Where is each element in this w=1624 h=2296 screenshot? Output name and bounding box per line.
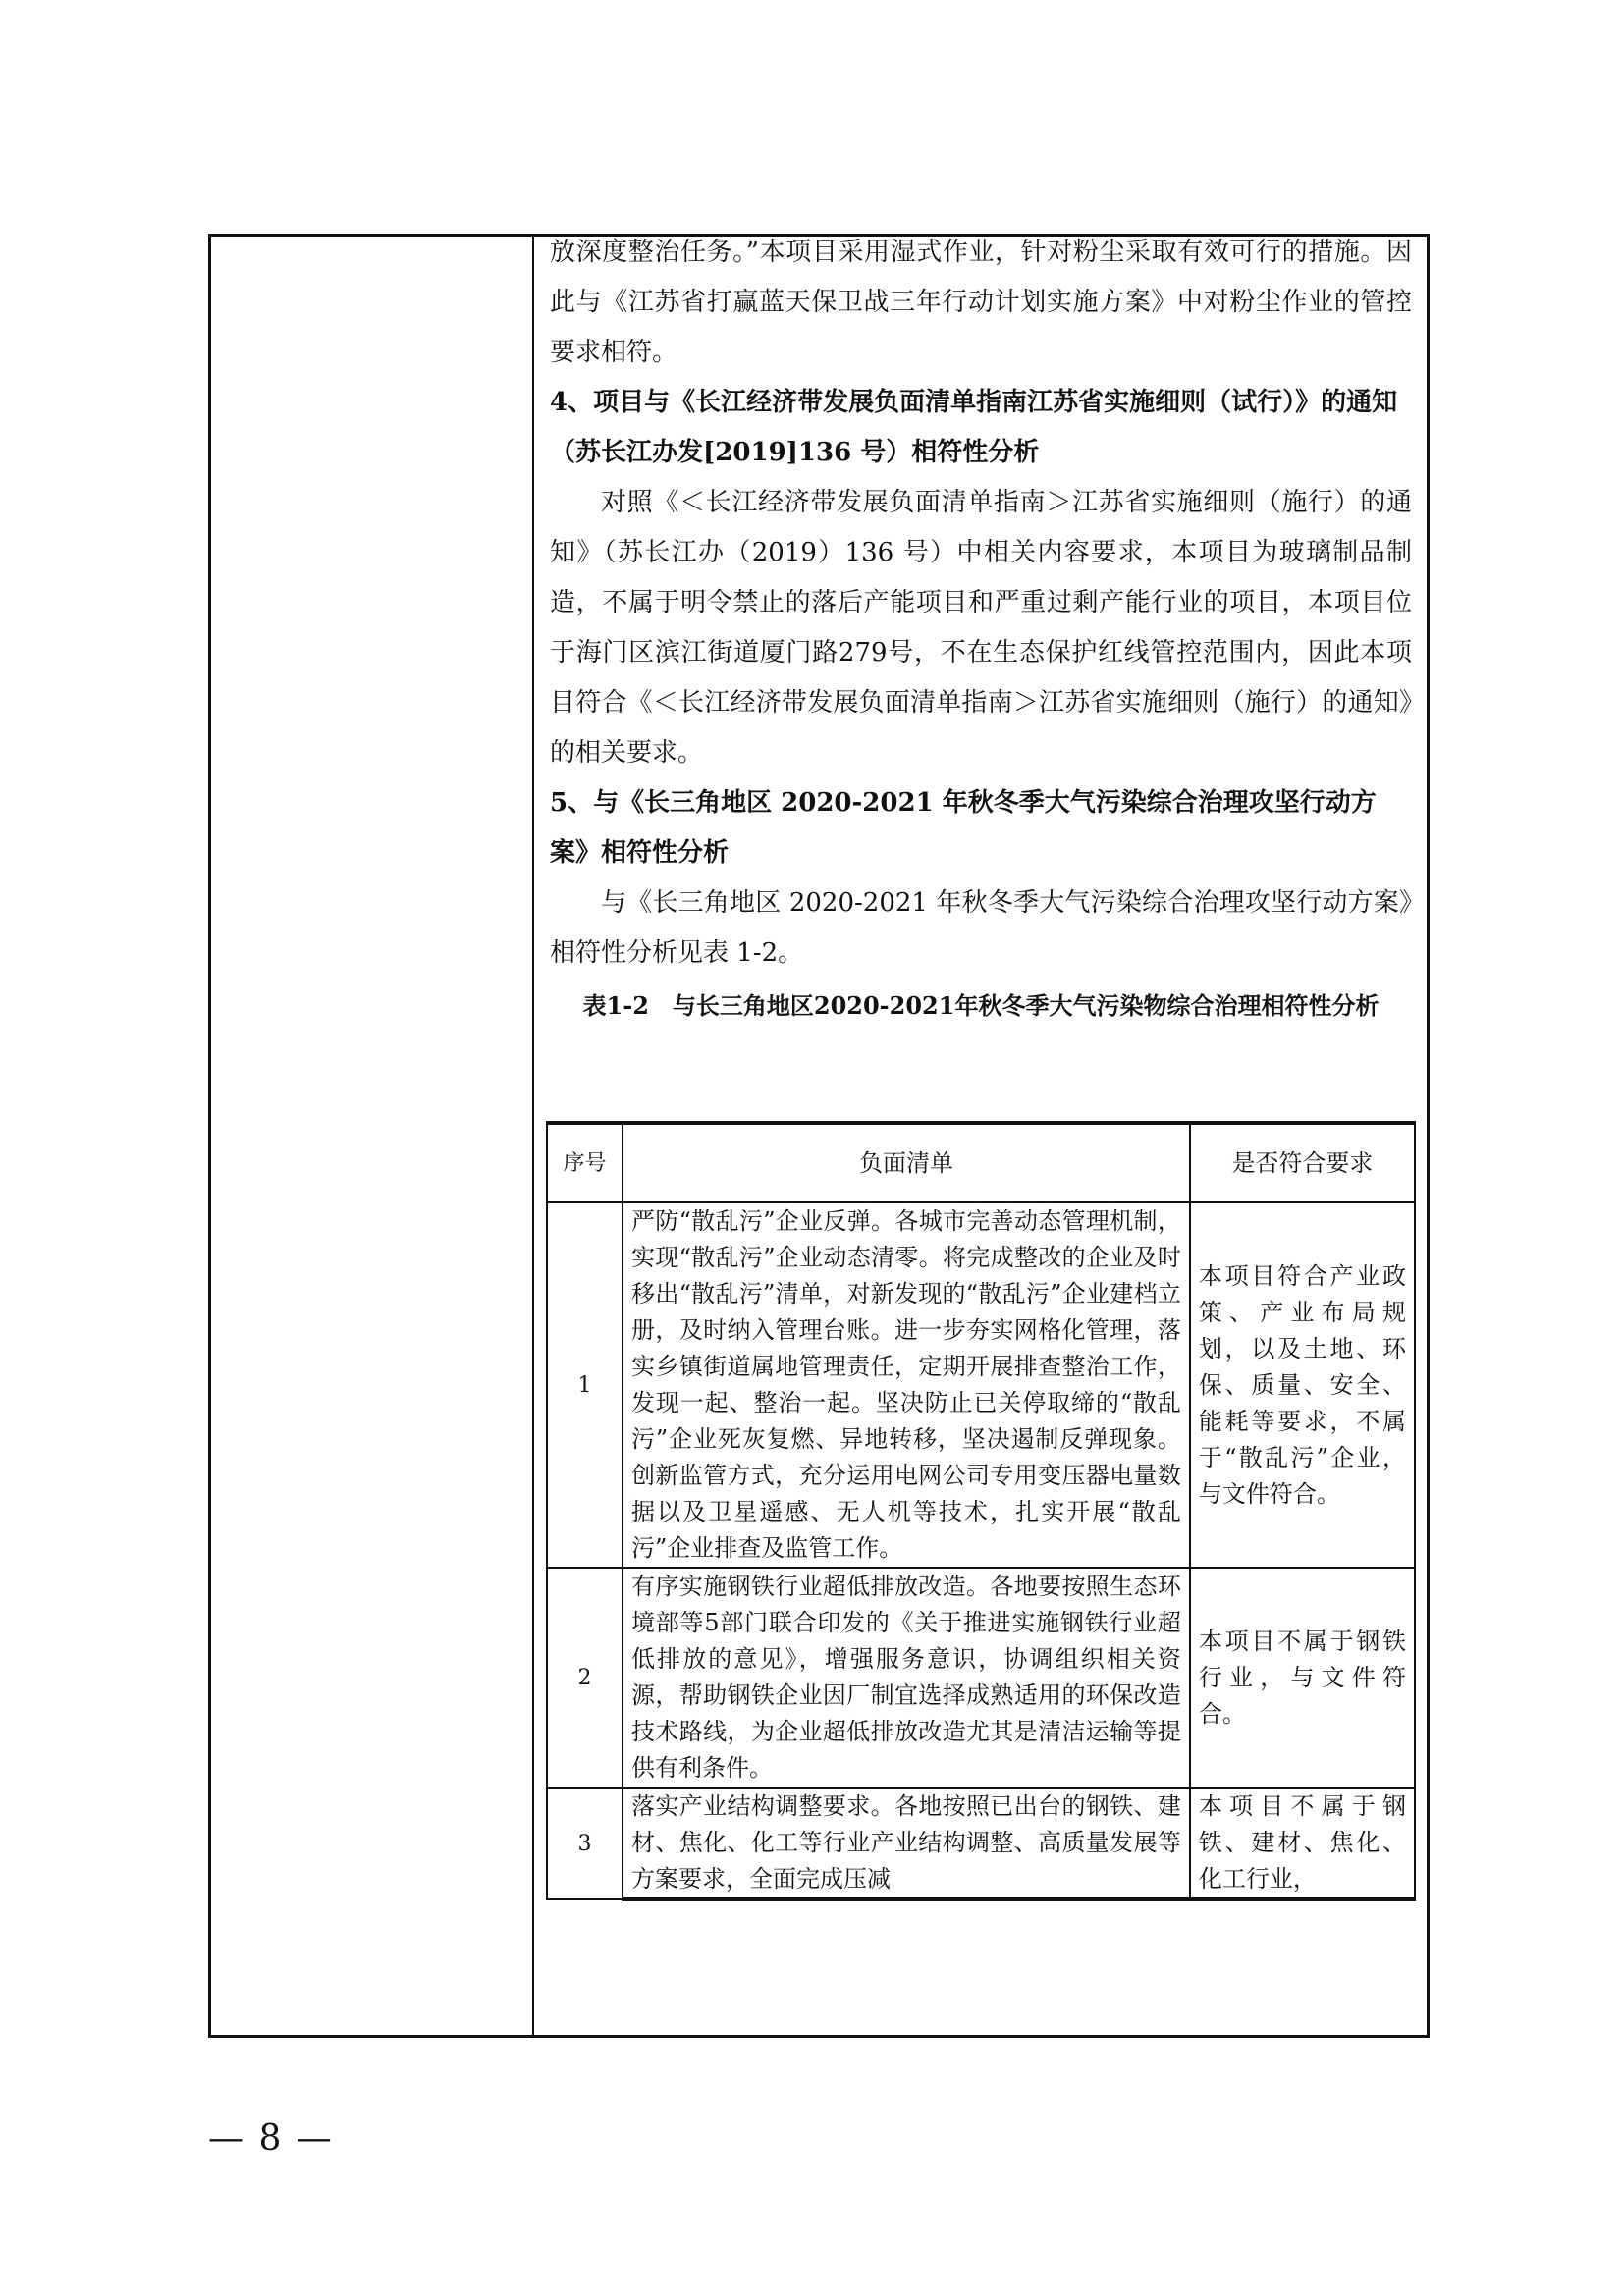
table-header-row <box>547 1123 1415 1202</box>
row-number: 1 <box>547 1202 623 1568</box>
row-number: 2 <box>547 1568 623 1788</box>
header-compliance: 是否符合要求 <box>1190 1123 1415 1202</box>
row-compliance-text: 本项目符合产业政策、产业布局规划，以及土地、环保、质量、安全、能耗等要求，不属于“散乱污”企业，与文件符合。 <box>1190 1202 1415 1568</box>
row-compliance-text: 本项目不属于钢铁行业，与文件符合。 <box>1190 1568 1415 1788</box>
table-caption: 表1-2 与长三角地区2020-2021年秋冬季大气污染物综合治理相符性分析 <box>582 991 1380 1020</box>
right-cell-content <box>550 228 1412 1038</box>
table-row <box>547 1202 1415 1568</box>
row-item-text: 落实产业结构调整要求。各地按照已出台的钢铁、建材、焦化、化工等行业产业结构调整、高质量发展等方案要求，全面完成压减 <box>623 1788 1190 1899</box>
row-item-text: 有序实施钢铁行业超低排放改造。各地要按照生态环境部等5部门联合印发的《关于推进实施钢铁行业超低排放的意见》，增强服务意识，协调组织相关资源，帮助钢铁企业因厂制宜选择成熟适用的环保改造技术路线，为企业超低排放改造尤其是清洁运输等提供有利条件。 <box>623 1568 1190 1788</box>
section-4-body: 对照《＜长江经济带发展负面清单指南＞江苏省实施细则（施行）的通知》（苏长江办（2019）136 号）中相关内容要求，本项目为玻璃制品制造，不属于明令禁止的落后产能项目和严重过剩产能行业的项目，本项目位于海门区滨江街道厦门路279号，不在生态保护红线管控范围内，因此本项目符合《＜长江经济带发展负面清单指南＞江苏省实施细则（施行）的通知》的相关要求。 <box>550 488 1412 768</box>
table-row <box>547 1568 1415 1788</box>
row-item-text: 严防“散乱污”企业反弹。各城市完善动态管理机制，实现“散乱污”企业动态清零。将完成整改的企业及时移出“散乱污”清单，对新发现的“散乱污”企业建档立册，及时纳入管理台账。进一步夯实网格化管理，落实乡镇街道属地管理责任，定期开展排查整治工作，发现一起、整治一起。坚决防止已关停取缔的“散乱污”企业死灰复燃、异地转移，坚决遏制反弹现象。创新监管方式，充分运用电网公司专用变压器电量数据以及卫星遥感、无人机等技术，扎实开展“散乱污”企业排查及监管工作。 <box>623 1202 1190 1568</box>
section-5-body: 与《长三角地区 2020-2021 年秋冬季大气污染综合治理攻坚行动方案》相符性分析见表 1-2。 <box>550 888 1412 968</box>
section-5-heading: 5、与《长三角地区 2020-2021 年秋冬季大气污染综合治理攻坚行动方案》相符性分析 <box>550 788 1377 868</box>
row-compliance-text: 本项目不属于钢铁、建材、焦化、化工行业， <box>1190 1788 1415 1899</box>
section-4-heading: 4、项目与《长江经济带发展负面清单指南江苏省实施细则（试行）》的通知（苏长江办发[2019]136 号）相符性分析 <box>550 388 1398 467</box>
compliance-table <box>546 1121 1416 1901</box>
row-number: 3 <box>547 1788 623 1899</box>
outer-table-column-divider <box>532 234 534 2038</box>
page-number: — 8 — <box>208 2118 334 2159</box>
header-no: 序号 <box>547 1123 623 1202</box>
table-row <box>547 1788 1415 1899</box>
header-negative-list: 负面清单 <box>623 1123 1190 1202</box>
continuation-paragraph: 放深度整治任务。”本项目采用湿式作业，针对粉尘采取有效可行的措施。因此与《江苏省打赢蓝天保卫战三年行动计划实施方案》中对粉尘作业的管控要求相符。 <box>550 238 1412 367</box>
